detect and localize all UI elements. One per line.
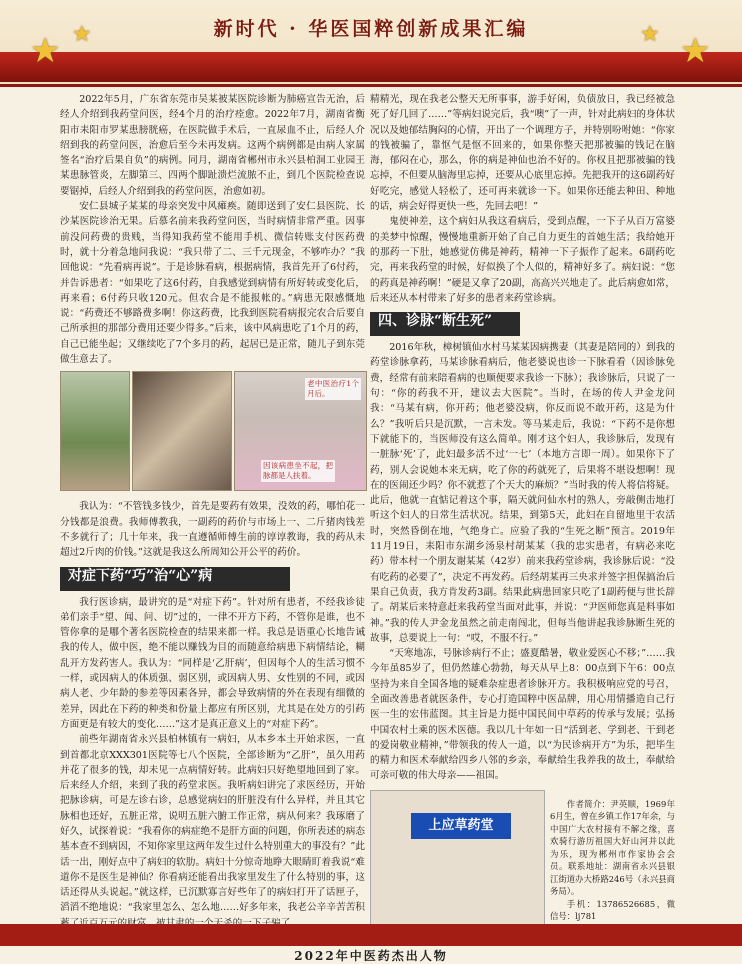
header-title: 新时代 · 华医国粹创新成果汇编	[213, 18, 529, 40]
star-icon: ★	[72, 22, 92, 47]
photo-strip	[60, 371, 365, 493]
star-icon: ★	[640, 22, 660, 47]
section-heading-text: 四、诊脉“断生死”	[378, 313, 493, 330]
header-banner	[0, 0, 742, 87]
paragraph: 2022年5月，广东省东莞市吴某被某医院诊断为肺癌宣告无治，后经人介绍到我药堂问医，经4个月的治疗痊愈。2022年7月，湖南省衡阳市耒阳市罗某患膀胱癌，在医院做手术后，一直尿血不止，后经人介绍到我的药堂问医，治愈后至今未再发病。这两个病例都是由病人家属签名“治疗后果自负”的病例。同月，湖南省郴州市永兴县柏洞工业园王某患脉管炎，左脚第三、四两个脚趾溃烂流脓不止，到几个医院检查说要锯掉，后经人介绍到我的药堂问医，治愈如初。	[60, 94, 365, 197]
star-icon: ★	[30, 31, 61, 71]
photo-consultation	[132, 371, 232, 491]
paragraph: 精精光，现在我老公整天无所事事，游手好闲，负债放日，我已经被急死了好几回了……”等病妇说完后，我“噢”了一声，针对此病妇的身体状况以及她郁结胸闷的心情，开出了一个调理方子，并特别吩咐她：“你家的钱被骗了，靠怄气是怄不回来的，如果你整天把那被骗的钱记在脑海，郁闷在心，那么，你的病是神仙也治不好的。你权且把那被骗的钱忘掉，不但要从脑海里忘掉，还要从心底里忘掉。先把我开的这6副药好好吃完，感觉人轻松了，还可再来就诊一下。如果你还能去种田、种地的话，病会好得更快一些，先回去吧！”	[370, 94, 675, 213]
star-icon: ★	[680, 31, 711, 71]
shop-sign: 上应草药堂	[411, 813, 511, 839]
shop-photo	[370, 790, 545, 942]
paragraph: 安仁县城子某某的母亲突发中风瘫痪。随即送到了安仁县医院、长沙某医院诊治无果。后慕名前来我药堂问医，当时病情非常严重。因事前没问药费的贵贱，当得知我药堂不能用手机、微信转账支付医药费时，就十分着急地问我说：“我只带了二、三千元现金，不够咋办？”我回他说：“先看病再说”。于是诊脉看病，根据病情，我首先开了6付药，并告诉患者：“如果吃了这6付药，自我感觉到病情有所好转或变化后，再来看；6付药只收120元。但农合是不能报帐的。”病患无限感慨地说：“药费还不够路费多啊！你这药费，比我到医院看病报完农合后要自己所承担的那部分费用还要少得多。”后来，该中风病患吃了1个月的药，自己已能坐起；又继续吃了7个多月的药，起居已是正常，随儿子到东莞做生意去了。	[60, 201, 365, 366]
photo-caption: 老中医治疗1个月后。	[307, 379, 359, 399]
photo-outdoor	[60, 371, 130, 491]
footer-title: 2022年中医药杰出人物	[294, 949, 448, 963]
author-bio	[550, 798, 675, 923]
bio-text: 作者简介：尹英顺，1969年6月生，曾在乡镇工作17年余，与中国广大农村接有不解之缘，喜欢骑行游历祖国大好山河并以此为乐，现为郴州市作家协会会员。联系地址：湖南省永兴县银江街道办大桥路246号（永兴县商务局）。	[550, 798, 675, 897]
section-heading	[60, 567, 365, 591]
paragraph: 2016年秋，樟树镇仙水村马某某因病携妻（其妻是陪同的）到我的药堂诊脉拿药，马某诊脉看病后，他老婆说也诊一下脉看看（因诊脉免费，经常有前来陪看病的也顺便要求我诊一下脉）；我诊脉后，只说了一句：“你的药我不开，建议去大医院”。当时，在场的传人尹金龙问我：“马某有病，你开药；他老婆没病，你反而说不敢开药，这是为什么？”我听后只是沉默，一言未发。等马某走后，我说：“下药不是你想下就能下的，当医师没有这么简单。刚才这个妇人，我诊脉后，发现有一脏脉‘死’了，此妇最多活不过‘一七’（本地方言即一周）。如果你下了药，别人会说她本来无病，吃了你的药就死了，后果将不堪设想啊！现在的医闹还少吗？你不就惹了个天大的麻烦？”当时我的传人将信将疑。此后，他就一直惦记着这个事，隔天就问仙水村的熟人，旁敲侧击地打听这个妇人的日常生活状况。结果，到第5天，此妇在自留地里干农活时，突然昏倒在地，气绝身亡。应验了我的“生死之断”预言。2019年11月19日，耒阳市东湖乡汤泉村胡某某（我的忠实患者，有病必来吃药）带本村一个朋友谢某某（42岁）前来我药堂诊病，我诊脉后说：“没有吃药的必要了”，决定不再发药。后经胡某再三央求并签字担保搞治后果自己负责，我方肯发药3副。结果此病患回家只吃了1副药便与世长辞了。胡某后来特意赶来我药堂当面对此事，并说：“尹医师您真是料事如神。”我的传人尹金龙虽然之前走南闯北，但每当他讲起我诊脉断生死的故事，总要说上一句：“哎，不服不行。”	[370, 342, 675, 644]
left-column	[60, 92, 365, 931]
footer-band	[0, 924, 742, 946]
footer-banner	[0, 920, 742, 963]
paragraph: 我行医诊病，最讲究的是“对症下药”。针对所有患者，不经我诊徒弟们亲手“望、闻、问、切”过的，一律不开方下药，不管你是谁，也不管你拿的是哪个著名医院检查的结果来都一样。我总是语重心长地告诫我的传人，做中医，绝不能以赚钱为目的而随意给病患下病情结论，糊乱开方发药害人。我认为：“同样是‘乙肝病’，但因每个人的生活习惯不一样，或因病人的体质强、弱区别，或因病人男、女性别的不同，或因病人老、少年龄的参差等因素各异，都会导致病情的外在表现有细微的差异，因此在下药的种类和份量上都应有所区别，尤其是在处方的引药方面更是有较大的变化……”这才是真正意义上的“对症下药”。	[60, 596, 365, 730]
paragraph: 鬼使神差，这个病妇从我这看病后，受到点醒，一下子从百万富婆的美梦中惊醒，慢慢地重新开始了自己自力更生的首她生活；我给她开的那药一下肚，她感觉仿佛是神药，精神一下子振作了起来。6副药吃完，再来我药堂的时候，好似换了个人似的，精神好多了。病妇说：“您的药真是神药啊！”硬是又拿了20副，高高兴兴地走了。此后病愈如常，后来还从本村带来了好多的患者来药堂诊病。	[370, 216, 675, 304]
paragraph: 我认为：“不管钱多钱少，首先是要药有效果，没效的药，哪怕花一分钱都是浪费。我师傅教我，一副药的药价与市场上一、二斤猪肉钱差不多就行了；几十年来，我一直遵循师傅生前的谆谆教诲，我的药从未超过2斤肉的价钱。”这就是我这么所周知公开公平的药价。	[60, 501, 365, 559]
photo-patient	[234, 371, 367, 491]
author-profile	[370, 790, 675, 940]
paragraph: “天寒地冻，号脉诊病行不止；盛夏酷暑，敬业爱医心不移；”……我今年虽85岁了，但仍然雄心勃勃，每天从早上8：00点到下午6：00点坚持为来自全国各地的疑难杂症患者诊脉开方。我积极响应党的号召，全面改善患者就医条件，专心打造国粹中医品牌，用心用情播造自己行医一生的宏伟蓝图。其主旨是力挺中国民间中草药的传承与发展；弘扬中国农村土乘的医术医德。我以几十年如一日“活到老、学到老、干到老的爱岗敬业精神，”带领我的传人一道，以“为民诊病开方”为乐，把毕生的精力和医术奉献给四乡八邻的乡亲，奉献给生我养我的故土，奉献给可亲可敬的伟大母亲——祖国。	[370, 648, 675, 782]
bio-contact: 手机：13786526685，微信号：lj781	[550, 898, 675, 922]
section-heading	[370, 312, 675, 336]
header-band	[0, 52, 742, 82]
article-body	[0, 92, 742, 922]
right-column	[370, 92, 675, 940]
section-heading-text: 对症下药“巧”治“心”病	[68, 567, 213, 584]
paragraph: 前些年湖南省永兴县柏林镇有一病妇，从本乡本土开始求医，一直到首都北京XXX301医院等七八个医院，全部诊断为“乙肝”，虽久用药并花了很多的钱，却未见一点病情好转。此病妇只好绝望地回到了家。后来经人介绍，来到了我的药堂求医。我听病妇讲完了求医经历，开始把脉诊病，可是左诊右诊，总感觉病妇的肝脏没有什么异样，并且其它脉相也还好，五脏正常，说明五脏六腑工作正常，病从何来？我琢磨了好久，试探着说：“我看你的病症绝不是肝方面的问题，你所表述的病态基本查不到病因，不知你家里这两年发生过什么特别重大的事没有？”此话一出，刚好点中了病妇的软肋。病妇十分惊奇地睁大眼睛盯着我说“难道你不是医生是神仙？你看病还能看出我家里发生了什么特别的事，这话还得从头说起。”就这样，已沉默寡言好些年了的病妇打开了话匣子，滔滔不绝地说：“我家里怎么、怎么地……好多年来，我老公辛辛苦苦积	[60, 734, 365, 914]
photo-caption: 因该病患坐不起，把脉都是人扶着。	[263, 461, 333, 481]
